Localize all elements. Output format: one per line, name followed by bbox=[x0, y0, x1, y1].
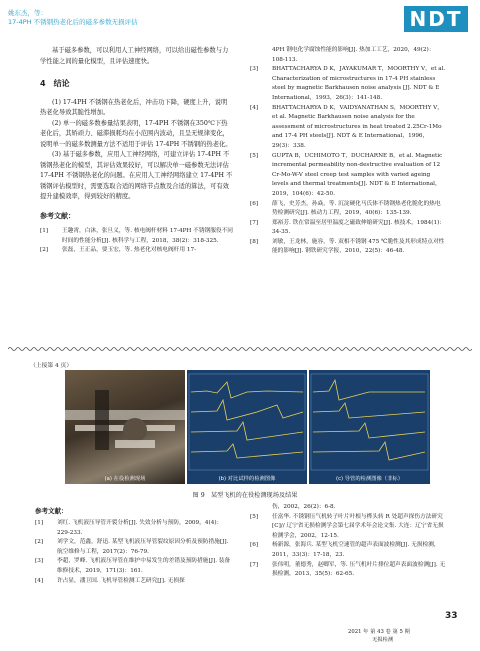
reference-item bbox=[250, 513, 446, 542]
signal-traces bbox=[309, 370, 430, 484]
reference-item bbox=[250, 561, 446, 580]
ref-text: 薛飞，史芳杰，孙焱，等. 沉淀硬化马氏体不锈钢热老化脆化的热电势检测研究[J]. 核动力工程，2019，40(6)：135-139. bbox=[272, 200, 441, 217]
header-title: 17-4PH 不锈钢热老化后的磁多参数无损评估 bbox=[8, 18, 138, 26]
ref-text: 郑裕芳. 铁在常温至居里温度之磁致伸缩研究[J]. 核技术，1984(1)：34-35. bbox=[272, 219, 445, 236]
panel-b-caption: (b) 对比试样的检测图像 bbox=[218, 476, 276, 482]
figure-9 bbox=[65, 370, 428, 484]
reference-item bbox=[35, 538, 231, 557]
ref-text: 刘红. 飞机液压导管开裂分析[J]. 失效分析与预防，2009，4(4)：229-233. bbox=[57, 520, 223, 536]
ref-number: [4] bbox=[250, 104, 259, 111]
ref-text: 刘敏，王龙林，施容，等. 双相不锈钢 475 ℃脆性及其形成特点对性能的影响[J]. 钢铁研究学报，2010，22(5)：46-48. bbox=[272, 238, 445, 255]
aircraft-tube-photo bbox=[65, 370, 185, 484]
ndt-logo: NDT bbox=[404, 6, 468, 32]
section-heading: 4 结论 bbox=[40, 79, 70, 88]
reference-item bbox=[35, 519, 231, 538]
ref-number: [5] bbox=[250, 513, 259, 520]
ref-number: [6] bbox=[250, 200, 259, 207]
reference-item bbox=[40, 227, 233, 246]
ref-number: [7] bbox=[250, 219, 259, 226]
page-number: 33 bbox=[445, 611, 458, 621]
reference-item bbox=[35, 557, 231, 576]
ref-text: BHATTACHARYA D K，VAIDYANATHAN S，MOORTHY V，et al. Magnetic Barkhausen noise analysis for the assessment of microstructures in heat treated 2.25Cr-1Mo and 17-4 PH steels[J]. NDT & E International，1996，29(3)：338. bbox=[272, 104, 443, 149]
intro-paragraph: 基于磁多参数，可以利用人工神经网络，可以给出磁性参数与力学性能之间的量化模型，且评估速度快。 bbox=[40, 47, 229, 65]
ref-number: [1] bbox=[35, 520, 44, 526]
left-column bbox=[40, 46, 233, 256]
panel-a-caption: (a) 在役检测现场 bbox=[104, 476, 146, 482]
ref-text: 许占显，潘卫国. 飞机导管检测工艺研究[J]. 无损探 bbox=[57, 577, 185, 584]
sample-signal-panel bbox=[187, 370, 307, 484]
ref-number bbox=[250, 46, 272, 65]
reference-item bbox=[250, 46, 446, 65]
signal-traces bbox=[187, 370, 307, 484]
continued-note: （上接第 4 页） bbox=[30, 363, 73, 369]
ref-number: [3] bbox=[35, 558, 44, 565]
reference-item bbox=[250, 503, 446, 513]
ref-number: [1] bbox=[40, 228, 49, 234]
ref-text: 王趣霄，白沐，张旦义，等. 核电阀杆材料 17-4PH 不锈钢服役不同时间的性能分析[J]. 核科学与工程，2018，38(2)：318-325. bbox=[62, 228, 233, 244]
ref-number: [5] bbox=[250, 152, 259, 159]
reference-item bbox=[40, 246, 233, 256]
ref-text: GUPTA B，UCHIMOTO T，DUCHARNE B，et al. Magnetic incremental permeability non-destructive evaluation of 12 Cr-Mo-W-V steel creep test samples with varied ageing levels and thermal treatments[J]. NDT & E International，2019，104(6)：42-50. bbox=[272, 152, 443, 197]
ref-number: [2] bbox=[35, 539, 44, 546]
panel-c-caption: (c) 导管的检测图像（非标） bbox=[336, 476, 403, 482]
ref-text: 任富华. 不锈钢压气机转子叶片叶根与榫头转 R 处超声探伤方法研究[C]// 辽宁省无损检测学会第七届学术年会论文集. 大连：辽宁省无损检测学会，2002，12-15. bbox=[272, 513, 444, 539]
bottom-right-refs bbox=[250, 503, 446, 580]
ref-text: 伤，2002，26(2)：6-8. bbox=[272, 504, 336, 510]
ref-text: 4PH 钢电化学腐蚀性能的影响[J]. 热加工工艺，2020，49(2)：108-113. bbox=[272, 47, 435, 63]
figure-caption: 图 9 某型飞机的在役检测现场及结果 bbox=[192, 492, 298, 499]
ref-text: 张伟明，董德秀，赵卿军，等. 压气机叶片排位超声表面波检测[J]. 无损检测，2013，35(5)：62-65. bbox=[272, 561, 446, 578]
right-column bbox=[250, 46, 446, 257]
refs-heading: 参考文献： bbox=[40, 211, 75, 220]
reference-item bbox=[250, 238, 446, 257]
ref-text: 杨新源，张海兵. 某型飞机空速管的超声表面波检测[J]. 无损检测，2011，33(3)：17-18，23. bbox=[272, 542, 440, 558]
reference-item bbox=[250, 219, 446, 238]
issue-info: 2021 年 第 43 卷 第 5 期 bbox=[348, 629, 410, 635]
conclusion-1: (1) 17-4PH 不锈钢在热老化后，冲击功下降，硬度上升，说明热老化导致其脆性增加。 bbox=[40, 98, 228, 116]
ref-number: [6] bbox=[250, 542, 259, 549]
ref-number: [2] bbox=[40, 247, 49, 254]
field-photo-panel bbox=[65, 370, 185, 484]
reference-item bbox=[250, 65, 446, 103]
ref-number bbox=[250, 503, 272, 513]
reference-item bbox=[35, 577, 231, 587]
conclusion-2: (2) 单一的磁多数参量结果表明，17-4PH 不锈钢在350℃下热老化后，其矫顽力、磁滞损耗均在小范围内波动，且呈无规律变化，说明单一的磁多数测量方法不适用于评估 17-4PH 不锈钢的热老化。 bbox=[40, 119, 232, 148]
ref-text: 李超，罗峰. 飞机液压导管在维护中易发生的差错及预防措施[J]. 装备维修技术，2019，171(3)：161. bbox=[57, 558, 231, 574]
ref-number: [3] bbox=[250, 66, 259, 73]
ref-number: [4] bbox=[35, 577, 44, 584]
ref-text: 刘学文，范鑫，舒迅. 某型飞机液压导管裂纹原因分析及预防措施[J]. 航空维修与工程，2017(2)：76-79. bbox=[57, 539, 229, 555]
reference-item bbox=[250, 200, 446, 219]
bottom-left-refs bbox=[35, 506, 231, 586]
tube-signal-panel bbox=[309, 370, 430, 484]
wavy-separator bbox=[8, 346, 472, 352]
ref-number: [7] bbox=[250, 561, 259, 568]
conclusion-3: (3) 基于磁多参数，应用人工神经网络，可建立评估 17-4PH 不锈钢热老化的模型，其评估效果较好，可以解决单一磁参数无法评估 17-4PH 不锈钢热老化的问题。在应用人工神经网络建立 17-4PH 不锈钢评估模型时，需要选取合适的网络节点数及合适的算法，可有效提升建模效率，得到较好的精度。 bbox=[40, 151, 233, 200]
journal-name: 无损检测 bbox=[372, 637, 394, 643]
ref-text: 张磊，王正品，要玉宏，等. 热老化对核电阀杆用 17- bbox=[62, 247, 197, 254]
reference-item bbox=[250, 104, 446, 152]
reference-item bbox=[250, 541, 446, 560]
reference-item bbox=[250, 152, 446, 200]
ref-text: BHATTACHARYA D K，JAYAKUMAR T，MOORTHY V，et al. Characterization of microstructures in 17-4 PH stainless steel by magnetic Barkhausen noise analysis [J]. NDT & E International，1993，26(3)：141-148. bbox=[272, 66, 446, 101]
refs-heading: 参考文献： bbox=[35, 507, 68, 515]
header-author: 姚东杰，等： bbox=[8, 9, 47, 17]
ref-number: [8] bbox=[250, 238, 259, 245]
